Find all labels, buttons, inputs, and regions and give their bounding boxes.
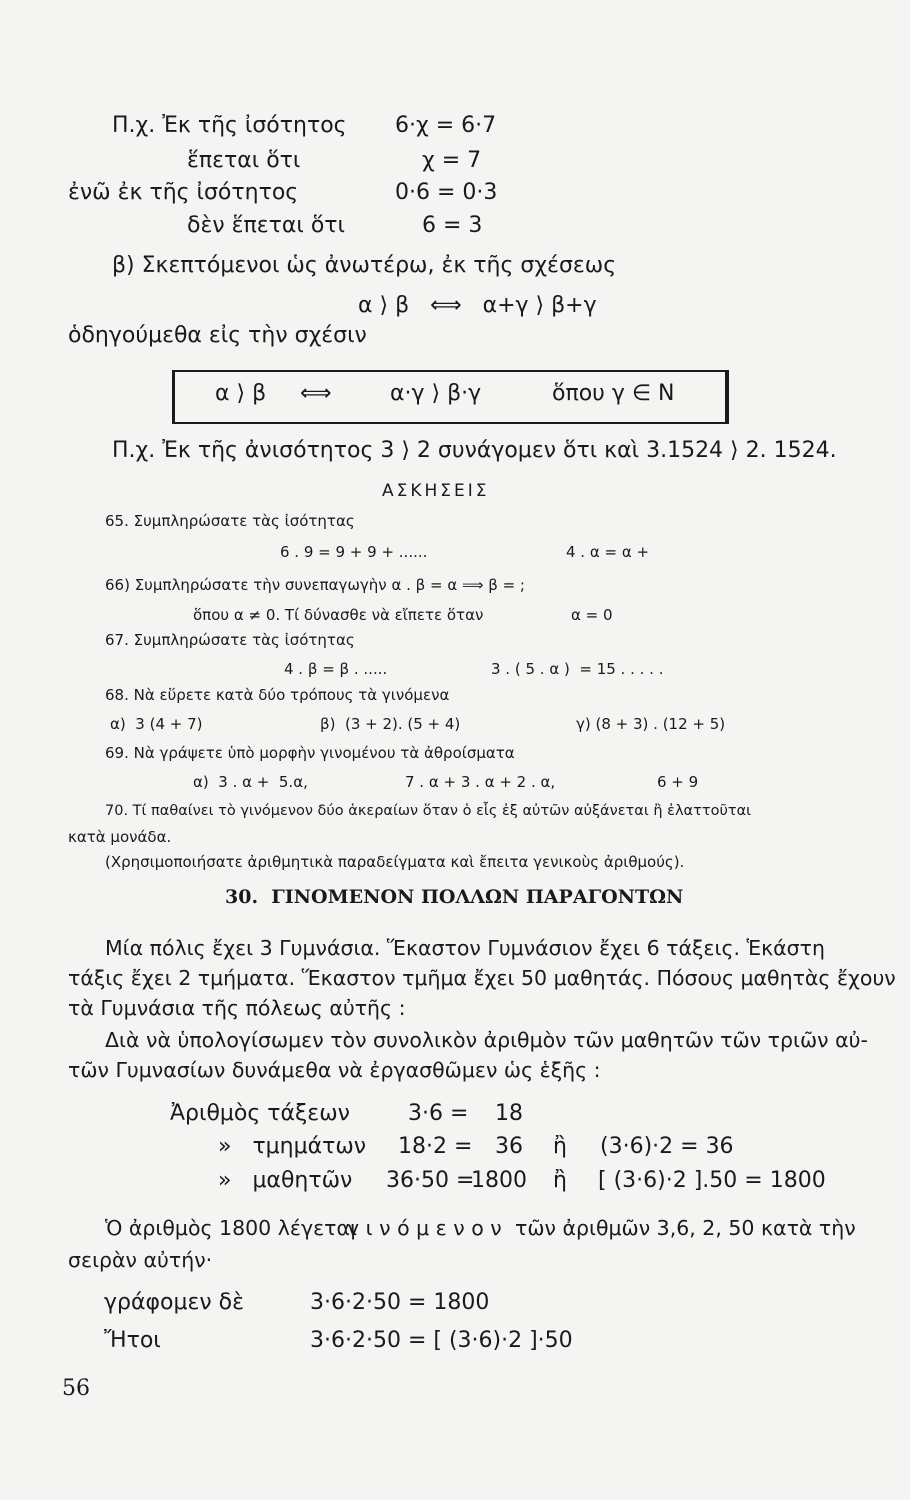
calc-row-value: 36 bbox=[495, 1134, 523, 1159]
paragraph-1-line-3: τὰ Γυμνάσια τῆς πόλεως αὐτῆς : bbox=[68, 996, 406, 1020]
exercise-67-b: 3 . ( 5 . α ) = 15 . . . . . bbox=[491, 660, 664, 678]
calc-row-label: » μαθητῶν bbox=[218, 1168, 353, 1193]
paragraph-1-line-1: Μία πόλις ἔχει 3 Γυμνάσια. Ἕκαστον Γυμνάσιον ἔχει 6 τάξεις. Ἑκάστη bbox=[105, 936, 826, 960]
calc-row-alt: [ (3·6)·2 ].50 = 1800 bbox=[598, 1168, 826, 1193]
exercise-68-a: α) 3 (4 + 7) bbox=[110, 715, 203, 733]
leads-text: ὁδηγούμεθα εἰς τὴν σχέσιν bbox=[68, 323, 367, 348]
beta-relation: α ⟩ β ⟺ α+γ ⟩ β+γ bbox=[358, 293, 597, 318]
equation-3: 0·6 = 0·3 bbox=[395, 180, 498, 205]
exercises-title: ΑΣΚΗΣΕΙΣ bbox=[382, 481, 490, 501]
page-number: 56 bbox=[62, 1376, 90, 1401]
thus-expression: 3·6·2·50 = [ (3·6)·2 ]·50 bbox=[310, 1328, 573, 1353]
rule-condition: ὅπου γ ∈ N bbox=[552, 381, 675, 406]
exercise-68-c: γ) (8 + 3) . (12 + 5) bbox=[576, 715, 726, 733]
write-label: γράφομεν δὲ bbox=[104, 1290, 244, 1315]
exercise-68: 68. Νὰ εὕρετε κατὰ δύο τρόπους τὰ γινόμενα bbox=[105, 686, 450, 704]
exercise-66-b: ὅπου α ≠ 0. Τί δύνασθε νὰ εἴπετε ὅταν bbox=[193, 606, 484, 624]
write-expression: 3·6·2·50 = 1800 bbox=[310, 1290, 490, 1315]
exercise-69-c: 6 + 9 bbox=[657, 773, 699, 791]
calc-row-or: ἢ bbox=[553, 1134, 567, 1159]
section-title: 30. ΓΙΝΟΜΕΝΟΝ ΠΟΛΛΩΝ ΠΑΡΑΓΟΝΤΩΝ bbox=[225, 886, 684, 908]
exercise-69-a: α) 3 . α + 5.α, bbox=[193, 773, 308, 791]
equation-2: χ = 7 bbox=[422, 148, 482, 173]
calc-row-label: Ἀριθμὸς τάξεων bbox=[170, 1101, 350, 1126]
rule-rhs: α·γ ⟩ β·γ bbox=[390, 381, 482, 406]
exercise-70-b: κατὰ μονάδα. bbox=[68, 828, 172, 846]
conclusion-line-2: σειρὰν αὐτήν· bbox=[68, 1248, 213, 1272]
calc-row-or: ἢ bbox=[553, 1168, 567, 1193]
follows-text: ἕπεται ὅτι bbox=[187, 148, 301, 173]
calc-row-expr: 3·6 = bbox=[408, 1101, 469, 1126]
conclusion-line-1-c: τῶν ἀριθμῶν 3,6, 2, 50 κατὰ τὴν bbox=[515, 1216, 856, 1240]
exercise-70: 70. Τί παθαίνει τὸ γινόμενον δύο ἀκεραίων ὅταν ὁ εἷς ἐξ αὐτῶν αὐξάνεται ἢ ἐλαττοῦται bbox=[105, 803, 752, 819]
equation-4: 6 = 3 bbox=[422, 213, 483, 238]
exercise-70-c: (Χρησιμοποιήσατε ἀριθμητικὰ παραδείγματα καὶ ἔπειτα γενικοὺς ἀριθμούς). bbox=[105, 853, 685, 871]
paragraph-2-line-2: τῶν Γυμνασίων δυνάμεθα νὰ ἐργασθῶμεν ὡς ἑξῆς : bbox=[68, 1058, 601, 1082]
equation-1: 6·χ = 6·7 bbox=[395, 113, 497, 138]
calc-row-expr: 18·2 = bbox=[398, 1134, 473, 1159]
not-follows-text: δὲν ἕπεται ὅτι bbox=[187, 213, 345, 238]
paragraph-1-line-2: τάξις ἔχει 2 τμήματα. Ἕκαστον τμῆμα ἔχει 50 μαθητάς. Πόσους μαθητὰς ἔχουν bbox=[68, 966, 896, 990]
calc-row-expr: 36·50 = bbox=[386, 1168, 475, 1193]
calc-row-label: » τμημάτων bbox=[218, 1134, 367, 1159]
example-2: Π.χ. Ἐκ τῆς ἀνισότητος 3 ⟩ 2 συνάγομεν ὅτι καὶ 3.1524 ⟩ 2. 1524. bbox=[112, 438, 837, 463]
exercise-65-a: 6 . 9 = 9 + 9 + ...... bbox=[280, 543, 428, 561]
intro-example-label: Π.χ. Ἐκ τῆς ἰσότητος bbox=[112, 113, 347, 138]
conclusion-term: γ ι ν ό μ ε ν ο ν bbox=[347, 1216, 502, 1240]
exercise-66: 66) Συμπληρώσατε τὴν συνεπαγωγὴν α . β = α ⟹ β = ; bbox=[105, 576, 525, 594]
beta-paragraph: β) Σκεπτόμενοι ὡς ἀνωτέρω, ἐκ τῆς σχέσεως bbox=[112, 253, 617, 278]
thus-label: Ἤτοι bbox=[104, 1328, 161, 1353]
calc-row-value: 1800 bbox=[471, 1168, 527, 1193]
exercise-68-b: β) (3 + 2). (5 + 4) bbox=[320, 715, 461, 733]
exercise-69-b: 7 . α + 3 . α + 2 . α, bbox=[405, 773, 556, 791]
exercise-65-b: 4 . α = α + bbox=[566, 543, 650, 561]
calc-row-alt: (3·6)·2 = 36 bbox=[600, 1134, 734, 1159]
exercise-69: 69. Νὰ γράψετε ὑπὸ μορφὴν γινομένου τὰ ἀθροίσματα bbox=[105, 744, 515, 762]
rule-arrow: ⟺ bbox=[300, 381, 332, 406]
paragraph-2-line-1: Διὰ νὰ ὑπολογίσωμεν τὸν συνολικὸν ἀριθμὸν τῶν μαθητῶν τῶν τριῶν αὐ- bbox=[105, 1028, 868, 1052]
calc-row-value: 18 bbox=[495, 1101, 523, 1126]
exercise-65: 65. Συμπληρώσατε τὰς ἰσότητας bbox=[105, 512, 355, 530]
exercise-66-c: α = 0 bbox=[571, 606, 613, 624]
exercise-67: 67. Συμπληρώσατε τὰς ἰσότητας bbox=[105, 631, 355, 649]
rule-lhs: α ⟩ β bbox=[215, 381, 267, 406]
conclusion-line-1-a: Ὁ ἀριθμὸς 1800 λέγεται bbox=[105, 1216, 357, 1240]
exercise-67-a: 4 . β = β . ..... bbox=[284, 660, 388, 678]
while-text: ἐνῶ ἐκ τῆς ἰσότητος bbox=[68, 180, 299, 205]
